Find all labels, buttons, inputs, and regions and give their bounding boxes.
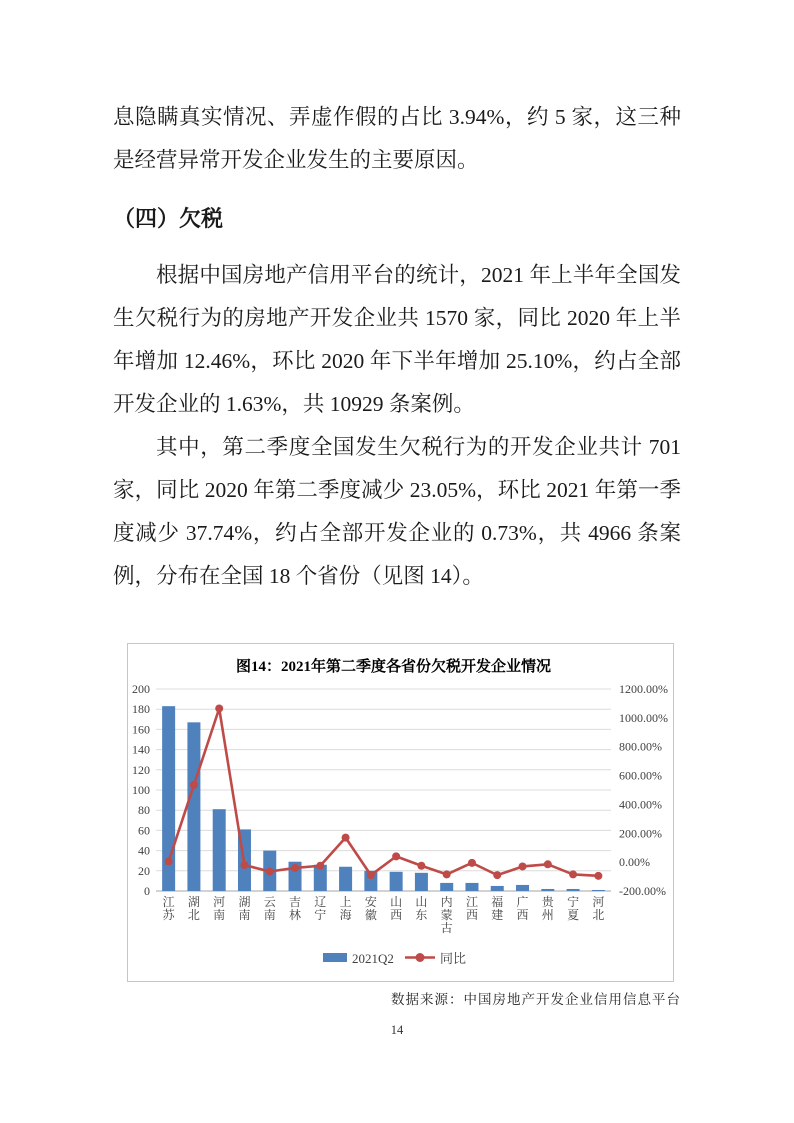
bar-江西 (465, 883, 478, 891)
bar-山东 (415, 873, 428, 891)
data-source-note: 数据来源：中国房地产开发企业信用信息平台 (391, 992, 681, 1007)
section-heading: （四）欠税 (113, 206, 224, 231)
yoy-point-内蒙古 (443, 870, 451, 878)
category-label-广西: 广西 (516, 895, 529, 922)
yoy-point-安徽 (367, 871, 375, 879)
left-axis-tick-label: 180 (132, 702, 150, 717)
yoy-point-湖南 (240, 861, 248, 869)
category-label-上海: 上海 (339, 895, 352, 922)
yoy-point-贵州 (544, 860, 552, 868)
right-axis-tick-label: 1200.00% (619, 682, 668, 696)
category-label-江苏: 江苏 (162, 895, 175, 922)
page-number: 14 (390, 1023, 404, 1037)
yoy-point-宁夏 (569, 870, 577, 878)
category-label-河南: 河南 (213, 895, 226, 922)
bar-贵州 (541, 889, 554, 891)
category-label-内蒙古: 内蒙古 (440, 895, 453, 935)
yoy-point-江苏 (165, 857, 173, 865)
yoy-point-河北 (594, 872, 602, 880)
bar-山西 (390, 872, 403, 891)
category-label-云南: 云南 (263, 895, 276, 922)
right-axis-tick-label: 0.00% (619, 855, 650, 870)
yoy-point-辽宁 (316, 862, 324, 870)
bar-宁夏 (567, 889, 580, 891)
yoy-point-山东 (417, 862, 425, 870)
left-axis-tick-label: 200 (132, 682, 150, 696)
bar-广西 (516, 885, 529, 891)
category-label-福建: 福建 (491, 895, 504, 922)
bar-内蒙古 (440, 883, 453, 891)
left-axis-tick-label: 80 (138, 803, 150, 818)
paragraph-continued: 息隐瞒真实情况、弄虚作假的占比 3.94%，约 5 家，这三种是经营异常开发企业发生的主要原因。 (113, 105, 681, 172)
category-label-宁夏: 宁夏 (567, 895, 580, 922)
yoy-point-江西 (468, 859, 476, 867)
right-axis-tick-label: 600.00% (619, 768, 662, 783)
left-axis-tick-label: 120 (132, 762, 150, 777)
bar-河南 (213, 809, 226, 891)
left-axis-tick-label: 0 (144, 884, 150, 898)
category-label-湖南: 湖南 (238, 895, 251, 922)
yoy-point-云南 (266, 868, 274, 876)
category-label-江西: 江西 (465, 895, 478, 922)
yoy-point-山西 (392, 852, 400, 860)
right-axis-tick-label: 200.00% (619, 826, 662, 841)
right-axis-tick-label: 1000.00% (619, 710, 668, 725)
right-axis-tick-label: -200.00% (619, 884, 666, 898)
category-label-山西: 山西 (390, 895, 403, 922)
paragraph-halfyear-stats: 根据中国房地产信用平台的统计，2021 年上半年全国发生欠税行为的房地产开发企业共 1570 家，同比 2020 年上半年增加 12.46%，环比 2020 年下半年增加 25.10%，约占全部开发企业的 1.63%，共 10929 条案例。 (113, 263, 681, 416)
category-label-安徽: 安徽 (364, 895, 377, 922)
legend-bar-label: 2021Q2 (352, 951, 394, 966)
category-label-辽宁: 辽宁 (314, 895, 327, 922)
bar-上海 (339, 867, 352, 891)
category-label-山东: 山东 (415, 895, 428, 922)
left-axis-tick-label: 60 (138, 823, 150, 838)
left-axis-tick-label: 40 (138, 843, 150, 858)
left-axis-tick-label: 100 (132, 783, 150, 797)
combo-chart-svg (128, 644, 673, 981)
category-label-湖北: 湖北 (187, 895, 200, 922)
bar-湖北 (187, 722, 200, 891)
yoy-point-广西 (519, 862, 527, 870)
paragraph-quarter-stats: 其中，第二季度全国发生欠税行为的开发企业共计 701 家，同比 2020 年第二季度减少 23.05%，环比 2021 年第一季度减少 37.74%，约占全部开发企业的 0.73%，共 4966 条案例，分布在全国 18 个省份（见图 14）。 (113, 435, 681, 588)
bar-河北 (592, 890, 605, 891)
legend-line-marker (416, 953, 425, 962)
yoy-point-湖北 (190, 781, 198, 789)
left-axis-tick-label: 160 (132, 722, 150, 737)
yoy-point-吉林 (291, 864, 299, 872)
right-axis-tick-label: 800.00% (619, 739, 662, 754)
yoy-point-上海 (342, 834, 350, 842)
category-label-河北: 河北 (592, 895, 605, 922)
left-axis-tick-label: 20 (138, 863, 150, 878)
legend-bar-swatch (323, 953, 347, 962)
figure-14-chart (127, 643, 674, 982)
body-text (113, 96, 681, 598)
right-axis-tick-label: 400.00% (619, 797, 662, 812)
yoy-point-河南 (215, 704, 223, 712)
category-label-吉林: 吉林 (289, 895, 302, 922)
legend-line-label: 同比 (440, 951, 467, 966)
left-axis-tick-label: 140 (132, 742, 150, 757)
chart-title: 图14：2021年第二季度各省份欠税开发企业情况 (235, 659, 552, 675)
yoy-point-福建 (493, 871, 501, 879)
bar-福建 (491, 886, 504, 891)
category-label-贵州: 贵州 (541, 895, 554, 922)
